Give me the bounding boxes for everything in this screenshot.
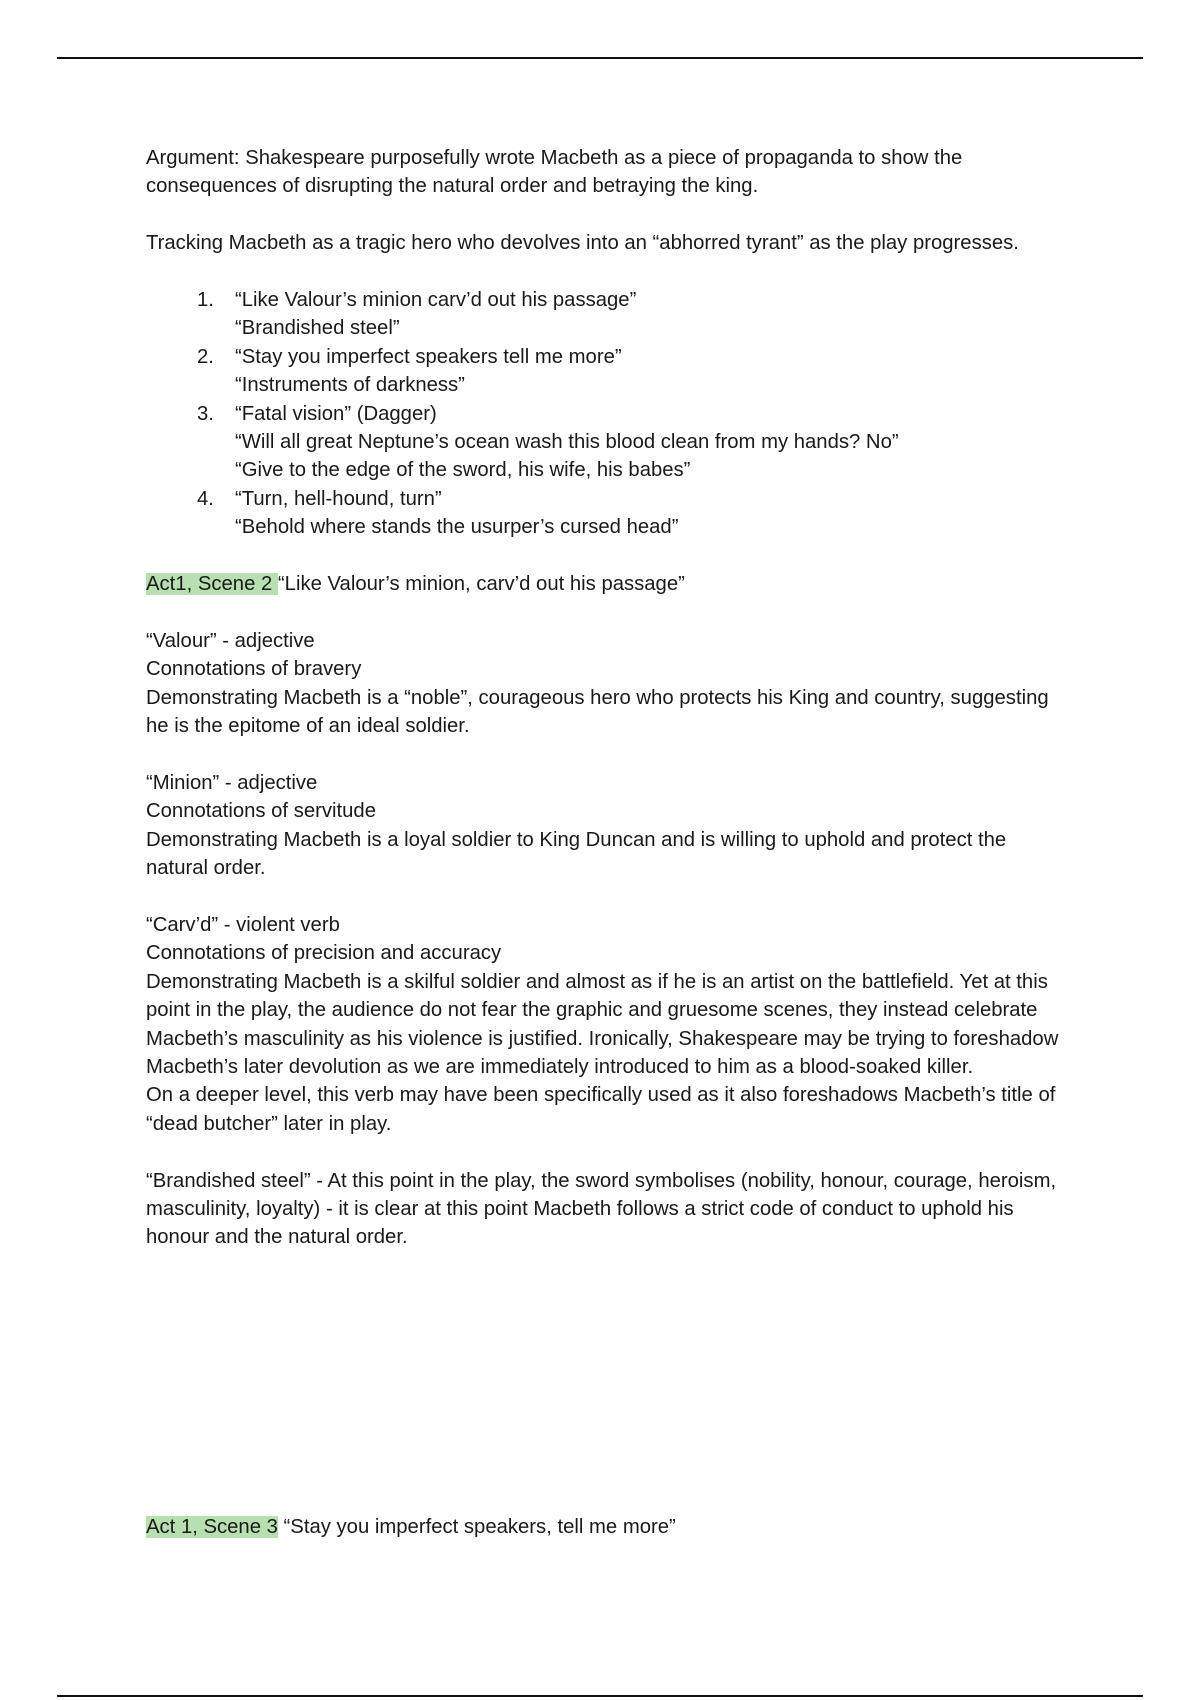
quote-line: “Like Valour’s minion carv’d out his passage” xyxy=(235,289,637,311)
carvd-connotation: Connotations of precision and accuracy xyxy=(146,942,502,965)
document-body xyxy=(146,144,1066,1252)
list-item xyxy=(146,400,1066,485)
list-number: 4. xyxy=(197,487,214,510)
footer-rule xyxy=(57,1695,1143,1697)
brandished-paragraph: “Brandished steel” - At this point in the play, the sword symbolises (nobility, honour, courage, heroism, masculinity, loyalty) - it is clear at this point Macbeth follows a strict code of conduct to uphold his honour and the natural order. xyxy=(146,1169,1057,1249)
list-item xyxy=(146,286,1066,343)
minion-connotation: Connotations of servitude xyxy=(146,800,376,823)
quote-line: “Instruments of darkness” xyxy=(235,374,465,397)
list-number: 3. xyxy=(197,402,214,425)
quote-line: “Behold where stands the usurper’s cursed head” xyxy=(235,516,679,539)
quote-line: “Stay you imperfect speakers tell me more” xyxy=(235,345,622,368)
valour-connotation: Connotations of bravery xyxy=(146,658,362,681)
carvd-term: “Carv’d” - violent verb xyxy=(146,913,340,936)
scene-quote: “Stay you imperfect speakers, tell me more” xyxy=(277,1516,676,1538)
quote-line: “Will all great Neptune’s ocean wash this blood clean from my hands? No” xyxy=(235,431,899,454)
carvd-analysis: Demonstrating Macbeth is a skilful soldier and almost as if he is an artist on the battlefield. Yet at this point in the play, the audience do not fear the graphic and gruesome scenes, they instead celebrate Macbeth’s masculinity as his violence is justified. Ironically, Shakespeare may be trying to foreshadow Macbeth’s later devolution as we are immediately introduced to him as a blood-soaked killer. xyxy=(146,970,1059,1078)
scene-heading-act1-scene2 xyxy=(146,570,1066,598)
scene-heading-act1-scene3 xyxy=(146,1513,1066,1541)
list-item xyxy=(146,343,1066,400)
quote-line: “Brandished steel” xyxy=(235,317,400,340)
scene-label-highlight: Act 1, Scene 3 xyxy=(146,1516,278,1538)
quote-line: “Fatal vision” (Dagger) xyxy=(235,402,437,425)
header-rule xyxy=(57,57,1143,59)
list-number: 1. xyxy=(197,289,214,311)
list-number: 2. xyxy=(197,345,214,368)
quote-list xyxy=(146,286,1066,542)
valour-term: “Valour” - adjective xyxy=(146,629,315,652)
minion-analysis: Demonstrating Macbeth is a loyal soldier to King Duncan and is willing to uphold and protect the natural order. xyxy=(146,828,1007,880)
argument-paragraph: Argument: Shakespeare purposefully wrote Macbeth as a piece of propaganda to show the consequences of disrupting the natural order and betraying the king. xyxy=(146,147,963,198)
minion-term: “Minion” - adjective xyxy=(146,771,318,794)
quote-line: “Turn, hell-hound, turn” xyxy=(235,487,442,510)
list-item xyxy=(146,485,1066,542)
scene-label-highlight: Act1, Scene 2 xyxy=(146,573,278,596)
carvd-deeper-analysis: On a deeper level, this verb may have been specifically used as it also foreshadows Macbeth’s title of “dead butcher” later in play. xyxy=(146,1084,1056,1135)
quote-line: “Give to the edge of the sword, his wife, his babes” xyxy=(235,459,691,482)
tracking-paragraph: Tracking Macbeth as a tragic hero who devolves into an “abhorred tyrant” as the play progresses. xyxy=(146,232,1019,255)
valour-analysis: Demonstrating Macbeth is a “noble”, courageous hero who protects his King and country, suggesting he is the epitome of an ideal soldier. xyxy=(146,686,1049,738)
scene-quote: “Like Valour’s minion, carv’d out his passage” xyxy=(277,573,685,596)
